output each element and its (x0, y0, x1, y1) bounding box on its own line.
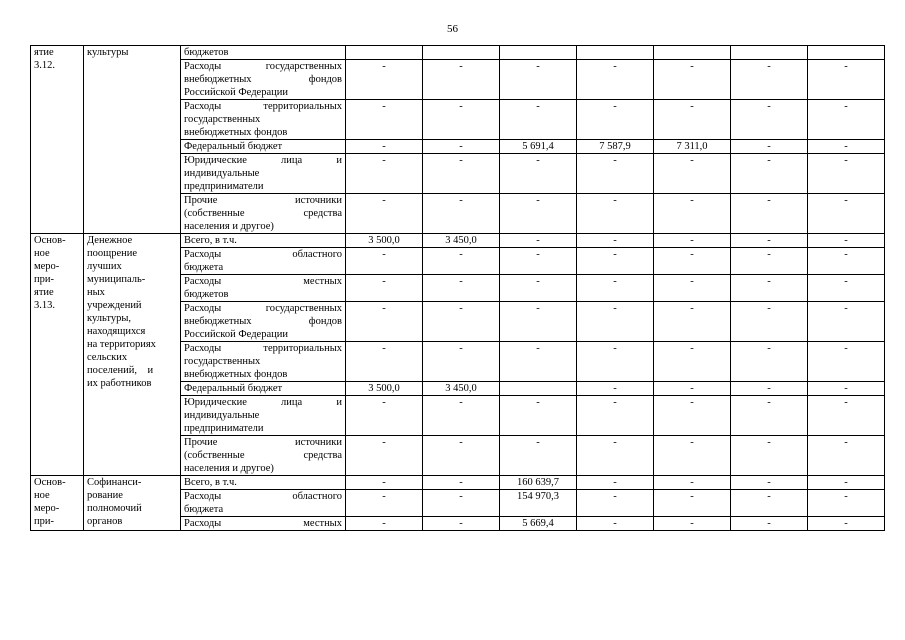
value-cell: - (731, 436, 808, 476)
value-cell: - (808, 302, 885, 342)
value-cell: - (731, 234, 808, 248)
value-cell: - (808, 476, 885, 490)
value-cell: - (808, 248, 885, 275)
value-cell: - (808, 140, 885, 154)
value-cell: - (654, 517, 731, 531)
value-cell: - (346, 302, 423, 342)
value-cell: - (577, 436, 654, 476)
source-cell: Расходы местных (181, 517, 346, 531)
value-cell: - (577, 100, 654, 140)
value-cell: - (808, 234, 885, 248)
value-cell: - (654, 154, 731, 194)
value-cell: - (577, 382, 654, 396)
value-cell: - (577, 248, 654, 275)
value-cell: - (500, 234, 577, 248)
activity-number-cell: ятие 3.12. (31, 46, 84, 234)
value-cell: - (654, 476, 731, 490)
source-cell: Федеральный бюджет (181, 382, 346, 396)
value-cell: - (654, 275, 731, 302)
value-cell: - (654, 436, 731, 476)
value-cell (500, 46, 577, 60)
value-cell: - (346, 436, 423, 476)
value-cell: - (500, 436, 577, 476)
table-row (31, 234, 885, 248)
value-cell: 7 587,9 (577, 140, 654, 154)
value-cell (654, 46, 731, 60)
value-cell: - (577, 517, 654, 531)
value-cell: - (346, 275, 423, 302)
value-cell: - (500, 342, 577, 382)
value-cell: - (731, 342, 808, 382)
value-cell: - (731, 248, 808, 275)
value-cell: - (654, 194, 731, 234)
value-cell: - (808, 194, 885, 234)
value-cell: 3 450,0 (423, 234, 500, 248)
value-cell: - (731, 476, 808, 490)
value-cell: - (731, 490, 808, 517)
value-cell: 3 500,0 (346, 234, 423, 248)
value-cell: - (423, 436, 500, 476)
value-cell: - (346, 476, 423, 490)
value-cell: - (346, 154, 423, 194)
value-cell (346, 46, 423, 60)
value-cell: - (808, 342, 885, 382)
value-cell: - (346, 248, 423, 275)
value-cell: - (808, 436, 885, 476)
value-cell: - (808, 275, 885, 302)
value-cell: - (731, 302, 808, 342)
value-cell: - (654, 342, 731, 382)
value-cell: - (731, 275, 808, 302)
value-cell: - (500, 154, 577, 194)
value-cell: - (500, 396, 577, 436)
activity-number-cell: Основ- ное меро- при- ятие 3.13. (31, 234, 84, 476)
value-cell: - (808, 100, 885, 140)
value-cell (577, 46, 654, 60)
value-cell: - (500, 194, 577, 234)
value-cell: - (346, 490, 423, 517)
value-cell: - (731, 140, 808, 154)
value-cell: - (423, 275, 500, 302)
value-cell: - (577, 302, 654, 342)
table-row (31, 46, 885, 60)
source-cell: Расходы территориальных государственных внебюджетных фондов (181, 342, 346, 382)
value-cell: - (346, 100, 423, 140)
value-cell: - (577, 194, 654, 234)
value-cell: - (731, 517, 808, 531)
value-cell: - (654, 396, 731, 436)
value-cell: - (577, 396, 654, 436)
source-cell: Расходы местных бюджетов (181, 275, 346, 302)
value-cell: - (577, 154, 654, 194)
value-cell: - (731, 60, 808, 100)
source-cell: Расходы областного бюджета (181, 248, 346, 275)
source-cell: Федеральный бюджет (181, 140, 346, 154)
source-cell: Расходы областного бюджета (181, 490, 346, 517)
value-cell: - (423, 302, 500, 342)
value-cell: - (577, 60, 654, 100)
value-cell (808, 46, 885, 60)
value-cell: - (808, 396, 885, 436)
activity-name-cell: Денежное поощрение лучших муниципаль- ных учреждений культуры, находящихся на территориях сельских поселений, и их работников (84, 234, 181, 476)
source-cell: Прочие источники (собственные средства населения и другое) (181, 436, 346, 476)
value-cell: 154 970,3 (500, 490, 577, 517)
value-cell: - (577, 342, 654, 382)
value-cell (500, 382, 577, 396)
activity-name-cell: Софинанси- рование полномочий органов (84, 476, 181, 531)
budget-table (30, 45, 885, 531)
value-cell: - (423, 154, 500, 194)
value-cell: - (808, 490, 885, 517)
value-cell: - (500, 100, 577, 140)
value-cell: - (423, 490, 500, 517)
source-cell: Расходы государственных внебюджетных фондов Российской Федерации (181, 60, 346, 100)
value-cell: - (654, 490, 731, 517)
value-cell: - (731, 100, 808, 140)
activity-name-cell: культуры (84, 46, 181, 234)
activity-number-cell: Основ- ное меро- при- (31, 476, 84, 531)
value-cell: - (808, 382, 885, 396)
value-cell: - (577, 234, 654, 248)
value-cell: - (346, 396, 423, 436)
value-cell: 5 691,4 (500, 140, 577, 154)
value-cell: - (808, 517, 885, 531)
value-cell: - (654, 302, 731, 342)
value-cell: - (808, 60, 885, 100)
value-cell: - (423, 194, 500, 234)
value-cell: - (654, 248, 731, 275)
value-cell: - (577, 476, 654, 490)
source-cell: Всего, в т.ч. (181, 234, 346, 248)
value-cell: - (346, 140, 423, 154)
value-cell (423, 46, 500, 60)
value-cell: - (346, 194, 423, 234)
value-cell: - (346, 517, 423, 531)
value-cell: - (808, 154, 885, 194)
value-cell: - (731, 154, 808, 194)
value-cell: - (423, 100, 500, 140)
source-cell: Юридические лица и индивидуальные предприниматели (181, 154, 346, 194)
source-cell: Юридические лица и индивидуальные предприниматели (181, 396, 346, 436)
value-cell: - (346, 342, 423, 382)
value-cell: - (423, 517, 500, 531)
value-cell: 5 669,4 (500, 517, 577, 531)
value-cell: - (577, 275, 654, 302)
source-cell: бюджетов (181, 46, 346, 60)
value-cell: 7 311,0 (654, 140, 731, 154)
value-cell (731, 46, 808, 60)
value-cell: - (500, 248, 577, 275)
value-cell: - (654, 60, 731, 100)
value-cell: - (654, 100, 731, 140)
value-cell: - (423, 140, 500, 154)
source-cell: Расходы государственных внебюджетных фондов Российской Федерации (181, 302, 346, 342)
table-row (31, 476, 885, 490)
source-cell: Расходы территориальных государственных внебюджетных фондов (181, 100, 346, 140)
value-cell: 3 500,0 (346, 382, 423, 396)
value-cell: - (423, 248, 500, 275)
value-cell: - (654, 234, 731, 248)
value-cell: - (577, 490, 654, 517)
value-cell: - (423, 476, 500, 490)
source-cell: Прочие источники (собственные средства населения и другое) (181, 194, 346, 234)
value-cell: - (731, 396, 808, 436)
value-cell: - (654, 382, 731, 396)
value-cell: - (346, 60, 423, 100)
source-cell: Всего, в т.ч. (181, 476, 346, 490)
value-cell: - (731, 194, 808, 234)
value-cell: 3 450,0 (423, 382, 500, 396)
value-cell: 160 639,7 (500, 476, 577, 490)
value-cell: - (500, 60, 577, 100)
page-number: 56 (447, 23, 458, 35)
value-cell: - (423, 60, 500, 100)
value-cell: - (423, 342, 500, 382)
value-cell: - (500, 302, 577, 342)
value-cell: - (423, 396, 500, 436)
value-cell: - (500, 275, 577, 302)
value-cell: - (731, 382, 808, 396)
